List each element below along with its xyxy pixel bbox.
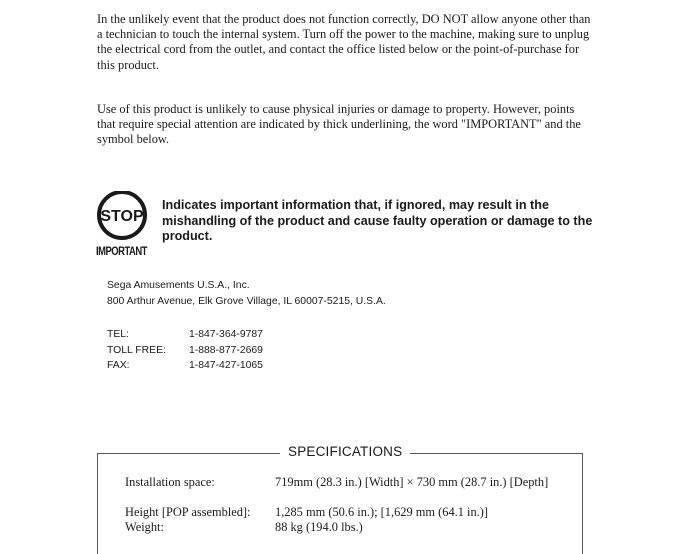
contact-label: FAX:	[107, 360, 130, 371]
specifications-title: SPECIFICATIONS	[280, 444, 410, 459]
important-description: Indicates important information that, if ignored, may result in the mishandling of the product and cause faulty operation or damage to the product.	[162, 198, 593, 243]
contact-value: 1-847-364-9787	[189, 329, 263, 340]
company-address: 800 Arthur Avenue, Elk Grove Village, IL 60007-5215, U.S.A.	[107, 296, 386, 307]
stop-icon	[96, 191, 152, 241]
spec-label-installation-space: Installation space:	[125, 475, 215, 489]
contact-value: 1-888-877-2669	[189, 345, 263, 356]
malfunction-paragraph: In the unlikely event that the product does not function correctly, DO NOT allow anyone other than a technician to touch the internal system. Turn off the power to the machine, making sure to unplug the electrical cord from the outlet, and contact the office listed below or the point-of-purchase for this product.	[97, 12, 591, 72]
contact-value: 1-847-427-1065	[189, 360, 263, 371]
company-name: Sega Amusements U.S.A., Inc.	[107, 280, 250, 291]
contact-label: TOLL FREE:	[107, 345, 166, 356]
spec-value-weight: 88 kg (194.0 lbs.)	[275, 520, 363, 534]
specifications-box	[97, 453, 583, 554]
contact-label: TEL:	[107, 329, 129, 340]
spec-label-weight: Weight:	[125, 520, 164, 534]
important-label: IMPORTANT	[96, 246, 147, 258]
safety-paragraph: Use of this product is unlikely to cause physical injuries or damage to property. However, points that require special attention are indicated by thick underlining, the word "IMPORTANT" and the symbol below.	[97, 102, 581, 147]
spec-value-height: 1,285 mm (50.6 in.); [1,629 mm (64.1 in.)]	[275, 505, 489, 519]
spec-value-installation-space: 719mm (28.3 in.) [Width] × 730 mm (28.7 in.) [Depth]	[275, 475, 549, 489]
stop-icon-text: STOP	[100, 208, 144, 225]
spec-label-height: Height [POP assembled]:	[125, 505, 251, 519]
